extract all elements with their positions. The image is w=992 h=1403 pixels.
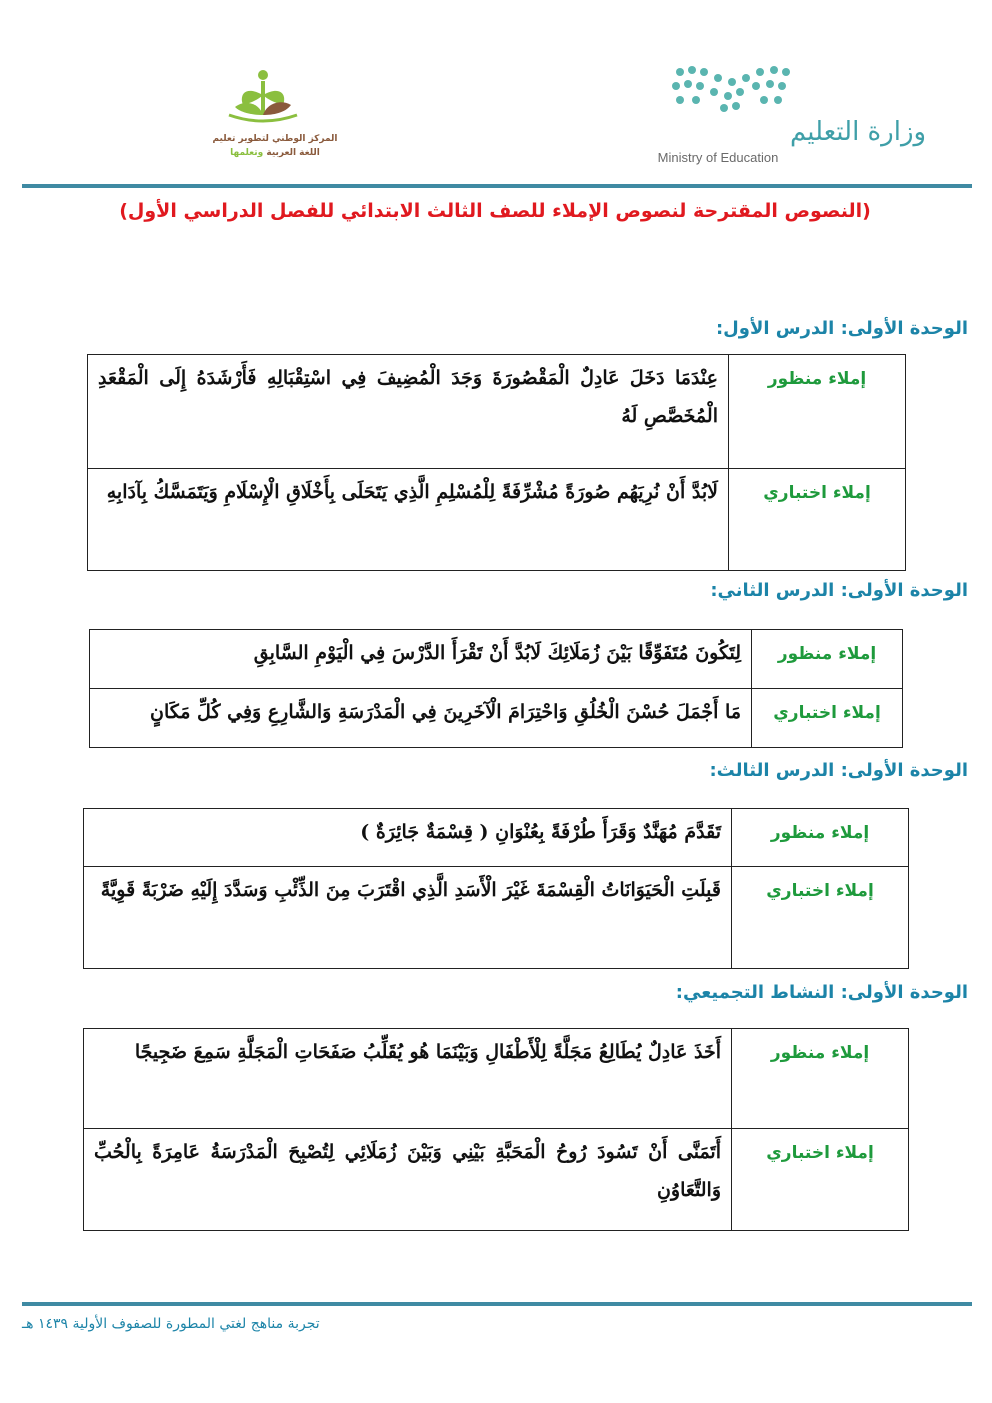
logo-arabic-name: وزارة التعليم xyxy=(790,117,927,147)
national-center-logo xyxy=(212,65,338,165)
dictation-text: أَخَذَ عَادِلٌ يُطَالِعُ مَجَلَّةً لِلْأَطْفَالِ وَبَيْنَمَا هُو يُقَلِّبُ صَفَحَاتِ الْمَجَلَّةِ سَمِعَ ضَجِيجًا xyxy=(84,1029,732,1129)
dictation-text: قَبِلَتِ الْحَيَوَانَاتُ الْقِسْمَةَ غَيْرَ الْأَسَدِ الَّذِي اقْتَرَبَ مِنَ الذِّئْبِ وَسَدَّدَ إِلَيْهِ ضَرْبَةً قَوِيَّةً xyxy=(84,867,732,969)
row-label: إملاء منظور xyxy=(729,355,906,469)
table-row xyxy=(84,1129,909,1231)
table-row xyxy=(90,689,903,748)
footer-text: تجربة مناهج لغتي المطورة للصفوف الأولية ١٤٣٩ هـ xyxy=(22,1316,320,1332)
dictation-text: عِنْدَمَا دَخَلَ عَادِلٌ الْمَقْصُورَةَ وَجَدَ الْمُضِيفَ فِي اسْتِقْبَالِهِ فَأَرْشَدَهُ إِلَى الْمَقْعَدِ الْمُخَصَّصِ لَهُ xyxy=(88,355,729,469)
dictation-text: لَابُدَّ أَنْ نُرِيَهُم صُورَةً مُشْرِّفَةً لِلْمُسْلِمِ الَّذِي يَتَحَلَى بِأَخْلَاقِ الْإِسْلَامِ وَيَتَمَسَّكُ بِآدَابِهِ xyxy=(88,469,729,571)
ministry-of-education-logo xyxy=(640,60,927,170)
plant-icon xyxy=(229,70,297,121)
page-header xyxy=(0,0,992,190)
dictation-table-collective-activity xyxy=(83,1028,909,1231)
row-label: إملاء اختباري xyxy=(732,867,909,969)
dictation-text: أَتَمَنَّى أَنْ تَسُودَ رُوحُ الْمَحَبَّةِ بَيْنِي وَبَيْنَ زُمَلَائِي لِتُصْبِحَ الْمَدْرَسَةُ عَامِرَةً بِالْحُبِّ وَالتَّعَاوُنِ xyxy=(84,1129,732,1231)
table-row xyxy=(90,630,903,689)
logo-dot-pattern xyxy=(672,66,790,112)
dictation-table-lesson-1 xyxy=(87,354,906,571)
table-row xyxy=(88,355,906,469)
section-heading-lesson-2: الوحدة الأولى: الدرس الثاني: xyxy=(710,580,968,601)
dictation-text: مَا أَجْمَلَ حُسْنَ الْخُلُقِ وَاحْتِرَامَ الْآخَرِينَ فِي الْمَدْرَسَةِ وَالشَّارِعِ وَفِي كُلِّ مَكَانٍ xyxy=(90,689,752,748)
dictation-table-lesson-2 xyxy=(89,629,903,748)
footer-divider xyxy=(22,1302,972,1306)
table-row xyxy=(88,469,906,571)
table-row xyxy=(84,867,909,969)
row-label: إملاء اختباري xyxy=(729,469,906,571)
table-row xyxy=(84,1029,909,1129)
row-label: إملاء منظور xyxy=(732,809,909,867)
logo-english-name: Ministry of Education xyxy=(657,150,779,165)
center-name-line1: المركز الوطني لتطوير تعليم xyxy=(212,134,338,144)
center-name-line2: اللغة العربية وتعلمها xyxy=(230,148,320,158)
table-row xyxy=(84,809,909,867)
row-label: إملاء منظور xyxy=(732,1029,909,1129)
section-heading-lesson-3: الوحدة الأولى: الدرس الثالث: xyxy=(709,760,968,781)
dictation-text: لِتَكُونَ مُتَفَوِّقًا بَيْنَ زُمَلَائِكَ لَابُدَّ أَنْ تَقْرَأَ الدَّرْسَ فِي الْيَوْمِ السَّابِقِ xyxy=(90,630,752,689)
dictation-text: تَقَدَّمَ مُهَنَّدٌ وَقَرَأَ طُرْفَةً بِعُنْوَانِ ( قِسْمَةٌ جَائِرَةٌ ) xyxy=(84,809,732,867)
header-divider xyxy=(22,184,972,188)
section-heading-collective-activity: الوحدة الأولى: النشاط التجميعي: xyxy=(675,982,968,1003)
row-label: إملاء اختباري xyxy=(732,1129,909,1231)
dictation-table-lesson-3 xyxy=(83,808,909,969)
row-label: إملاء منظور xyxy=(752,630,903,689)
document-title: (النصوص المقترحة لنصوص الإملاء للصف الثالث الابتدائي للفصل الدراسي الأول) xyxy=(119,200,871,222)
row-label: إملاء اختباري xyxy=(752,689,903,748)
section-heading-lesson-1: الوحدة الأولى: الدرس الأول: xyxy=(715,318,968,339)
